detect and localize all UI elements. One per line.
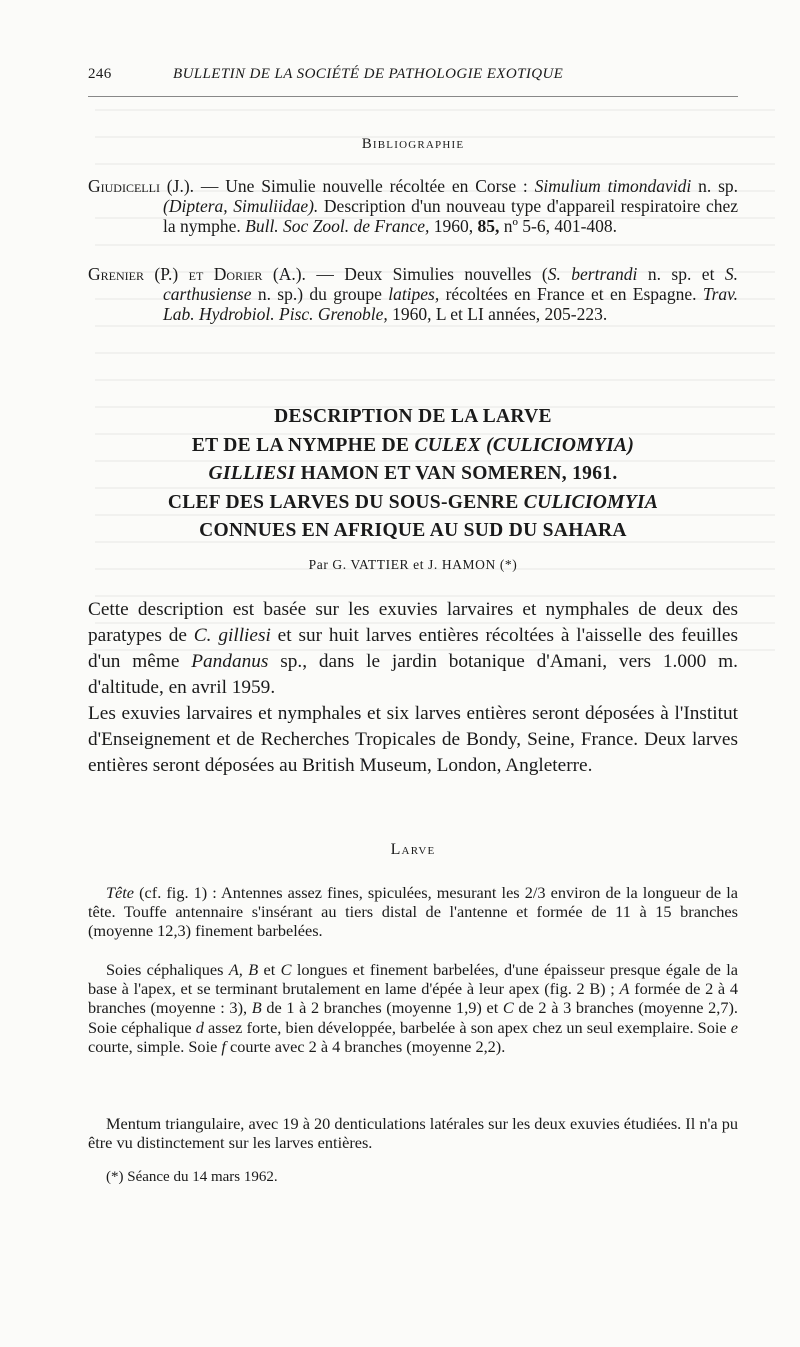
mentum-paragraph: Mentum triangulaire, avec 19 à 20 denticulations latérales sur les deux exuvies étudiées. Il n'a pu être vu distinctement sur les larves entières. bbox=[88, 1114, 738, 1153]
title-line-3: GILLIESI HAMON ET VAN SOMEREN, 1961. bbox=[208, 463, 618, 484]
title-line-4: CLEF DES LARVES DU SOUS-GENRE CULICIOMYIA bbox=[167, 491, 659, 513]
bibliography-heading: Bibliographie bbox=[361, 136, 465, 152]
header-rule bbox=[88, 96, 738, 97]
larve-heading: Larve bbox=[390, 841, 436, 858]
article-title bbox=[88, 403, 738, 546]
tete-paragraph: Tête (cf. fig. 1) : Antennes assez fines, spiculées, mesurant les 2/3 environ de la longueur de la tête. Touffe antennaire s'insérant au tiers distal de l'antenne et formée de 11 à 15 branches (moyenne 12,3) finement barbelées. bbox=[88, 883, 738, 941]
intro-paragraph: Cette description est basée sur les exuvies larvaires et nymphales de deux des paratypes de C. gilliesi et sur huit larves entières récoltées à l'aisselle des feuilles d'un même Pandanus sp., dans le jardin botanique d'Amani, vers 1.000 m. d'altitude, en avril 1959. bbox=[88, 599, 738, 698]
ref-author: Grenier (P.) et Dorier (A.). bbox=[88, 264, 306, 284]
journal-title: BULLETIN DE LA SOCIÉTÉ DE PATHOLOGIE EXOTIQUE bbox=[173, 66, 564, 82]
page-number: 246 bbox=[88, 66, 112, 82]
title-line-1: DESCRIPTION DE LA LARVE bbox=[274, 406, 552, 427]
byline: Par G. VATTIER et J. HAMON (*) bbox=[308, 557, 518, 572]
reference-grenier: Grenier (P.) et Dorier (A.). — Deux Simulies nouvelles (S. bertrandi n. sp. et S. carthusiense n. sp.) du groupe latipes, récoltées en France et en Espagne. Trav. Lab. Hydrobiol. Pisc. Grenoble, 1960, L et LI années, 205-223. bbox=[88, 264, 738, 324]
deposit-paragraph: Les exuvies larvaires et nymphales et six larves entières seront déposées à l'Institut d'Enseignement et de Recherches Tropicales de Bondy, Seine, France. Deux larves entières seront déposées au British Museum, London, Angleterre. bbox=[88, 703, 738, 776]
soies-paragraph: Soies céphaliques A, B et C longues et finement barbelées, d'une épaisseur presque égale de la base à l'apex, et se terminant brutalement en lame d'épée à leur apex (fig. 2 B) ; A formée de 2 à 4 branches (moyenne : 3), B de 1 à 2 branches (moyenne 1,9) et C de 2 à 3 branches (moyenne 2,7). Soie céphalique d assez forte, bien développée, barbelée à son apex chez un seul exemplaire. Soie e courte, simple. Soie f courte avec 2 à 4 branches (moyenne 2,2). bbox=[88, 960, 738, 1056]
title-line-2: ET DE LA NYMPHE DE CULEX (CULICIOMYIA) bbox=[191, 434, 635, 456]
title-line-5: CONNUES EN AFRIQUE AU SUD DU SAHARA bbox=[199, 520, 627, 541]
footnote: (*) Séance du 14 mars 1962. bbox=[106, 1169, 278, 1185]
reference-giudicelli: Giudicelli (J.). — Une Simulie nouvelle récoltée en Corse : Simulium timondavidi n. sp. (Diptera, Simuliidae). Description d'un nouveau type d'appareil respiratoire chez la nymphe. Bull. Soc Zool. de France, 1960, 85, nº 5-6, 401-408. bbox=[88, 176, 739, 236]
ref-author: Giudicelli (J.). bbox=[88, 176, 195, 196]
